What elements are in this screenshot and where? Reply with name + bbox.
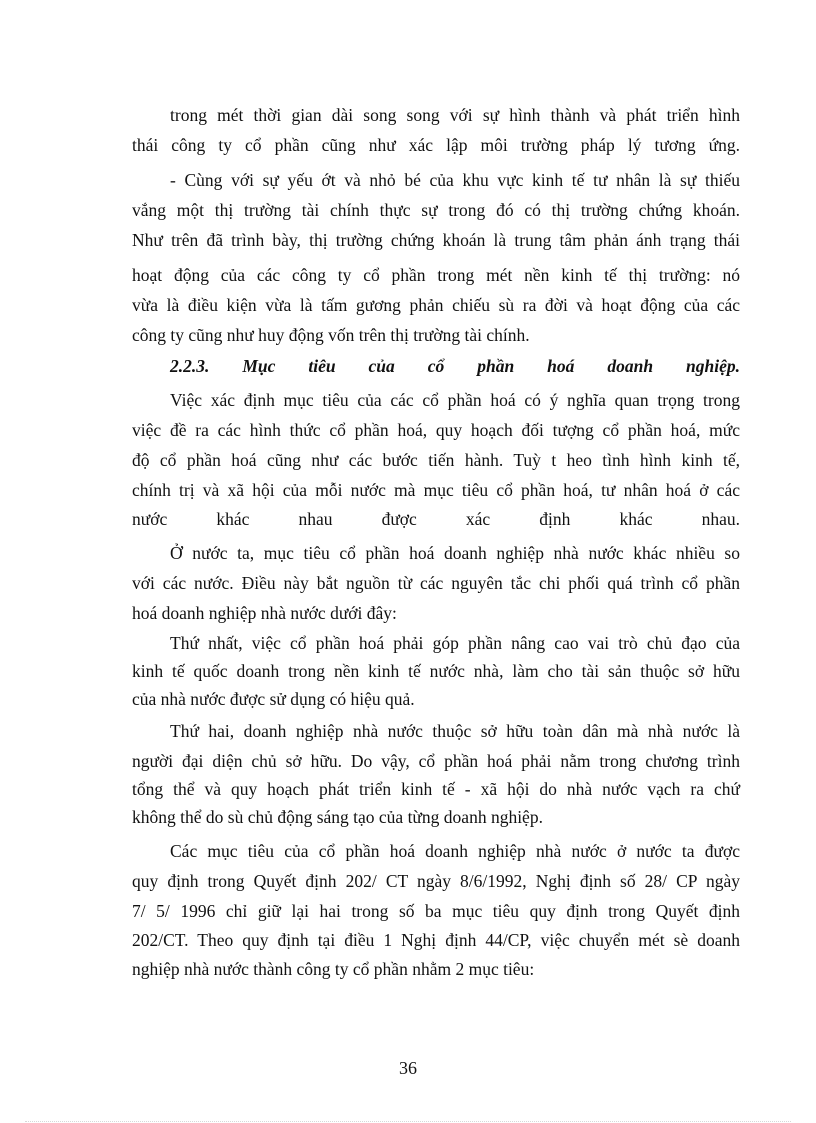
- text-line: Ở nước ta, mục tiêu cổ phần hoá doanh nghiệp nhà nước khác nhiều so: [170, 543, 740, 563]
- text-line: trong mét thời gian dài song song với sự hình thành và phát triển hình: [170, 105, 740, 125]
- text-line: Thứ hai, doanh nghiệp nhà nước thuộc sở hữu toàn dân mà nhà nước là: [170, 721, 740, 741]
- text-line: chính trị và xã hội của mỗi nước mà mục tiêu cổ phần hoá, tư nhân hoá ở các: [132, 480, 740, 500]
- text-line: với các nước. Điều này bắt nguồn từ các nguyên tắc chi phối quá trình cổ phần: [132, 573, 740, 593]
- text-line: không thể do sù chủ động sáng tạo của từng doanh nghiệp.: [132, 807, 543, 827]
- text-line: công ty cũng như huy động vốn trên thị trường tài chính.: [132, 325, 530, 345]
- text-line: người đại diện chủ sở hữu. Do vậy, cổ phần hoá phải nằm trong chương trình: [132, 751, 740, 771]
- text-line: thái công ty cổ phần cũng như xác lập môi trường pháp lý tương ứng.: [132, 135, 740, 155]
- text-line: nước khác nhau được xác định khác nhau.: [132, 509, 740, 529]
- text-line: 7/ 5/ 1996 chỉ giữ lại hai trong số ba mục tiêu quy định trong Quyết định: [132, 901, 740, 921]
- page-number: 36: [399, 1058, 417, 1078]
- text-line: Việc xác định mục tiêu của các cổ phần hoá có ý nghĩa quan trọng trong: [170, 390, 740, 410]
- text-line: hoạt động của các công ty cổ phần trong mét nền kinh tế thị trường: nó: [132, 265, 740, 285]
- text-line: kinh tế quốc doanh trong nền kinh tế nước nhà, làm cho tài sản thuộc sở hữu: [132, 661, 740, 681]
- text-line: - Cùng với sự yếu ớt và nhỏ bé của khu vực kinh tế tư nhân là sự thiếu: [170, 170, 740, 190]
- text-line: độ cổ phần hoá cũng như các bước tiến hành. Tuỳ t heo tình hình kinh tế,: [132, 450, 740, 470]
- text-line: vắng một thị trường tài chính thực sự trong đó có thị trường chứng khoán.: [132, 200, 740, 220]
- page-bottom-border: [25, 1121, 791, 1122]
- text-line: vừa là điều kiện vừa là tấm gương phản chiếu sù ra đời và hoạt động của các: [132, 295, 740, 315]
- text-line: 202/CT. Theo quy định tại điều 1 Nghị định 44/CP, việc chuyển mét sè doanh: [132, 930, 740, 950]
- text-line: Như trên đã trình bày, thị trường chứng khoán là trung tâm phản ánh trạng thái: [132, 230, 740, 250]
- text-line: của nhà nước được sử dụng có hiệu quả.: [132, 689, 415, 709]
- text-line: việc đề ra các hình thức cổ phần hoá, quy hoạch đối tượng cổ phần hoá, mức: [132, 420, 740, 440]
- text-line: tổng thể và quy hoạch phát triển kinh tế - xã hội do nhà nước vạch ra chứ: [132, 779, 740, 799]
- section-heading: 2.2.3. Mục tiêu của cổ phần hoá doanh nghiệp.: [170, 356, 740, 376]
- text-line: quy định trong Quyết định 202/ CT ngày 8/6/1992, Nghị định số 28/ CP ngày: [132, 871, 740, 891]
- text-line: Thứ nhất, việc cổ phần hoá phải góp phần nâng cao vai trò chủ đạo của: [170, 633, 740, 653]
- text-line: Các mục tiêu của cổ phần hoá doanh nghiệp nhà nước ở nước ta được: [170, 841, 740, 861]
- text-line: hoá doanh nghiệp nhà nước dưới đây:: [132, 603, 397, 623]
- text-line: nghiệp nhà nước thành công ty cổ phần nhằm 2 mục tiêu:: [132, 959, 535, 979]
